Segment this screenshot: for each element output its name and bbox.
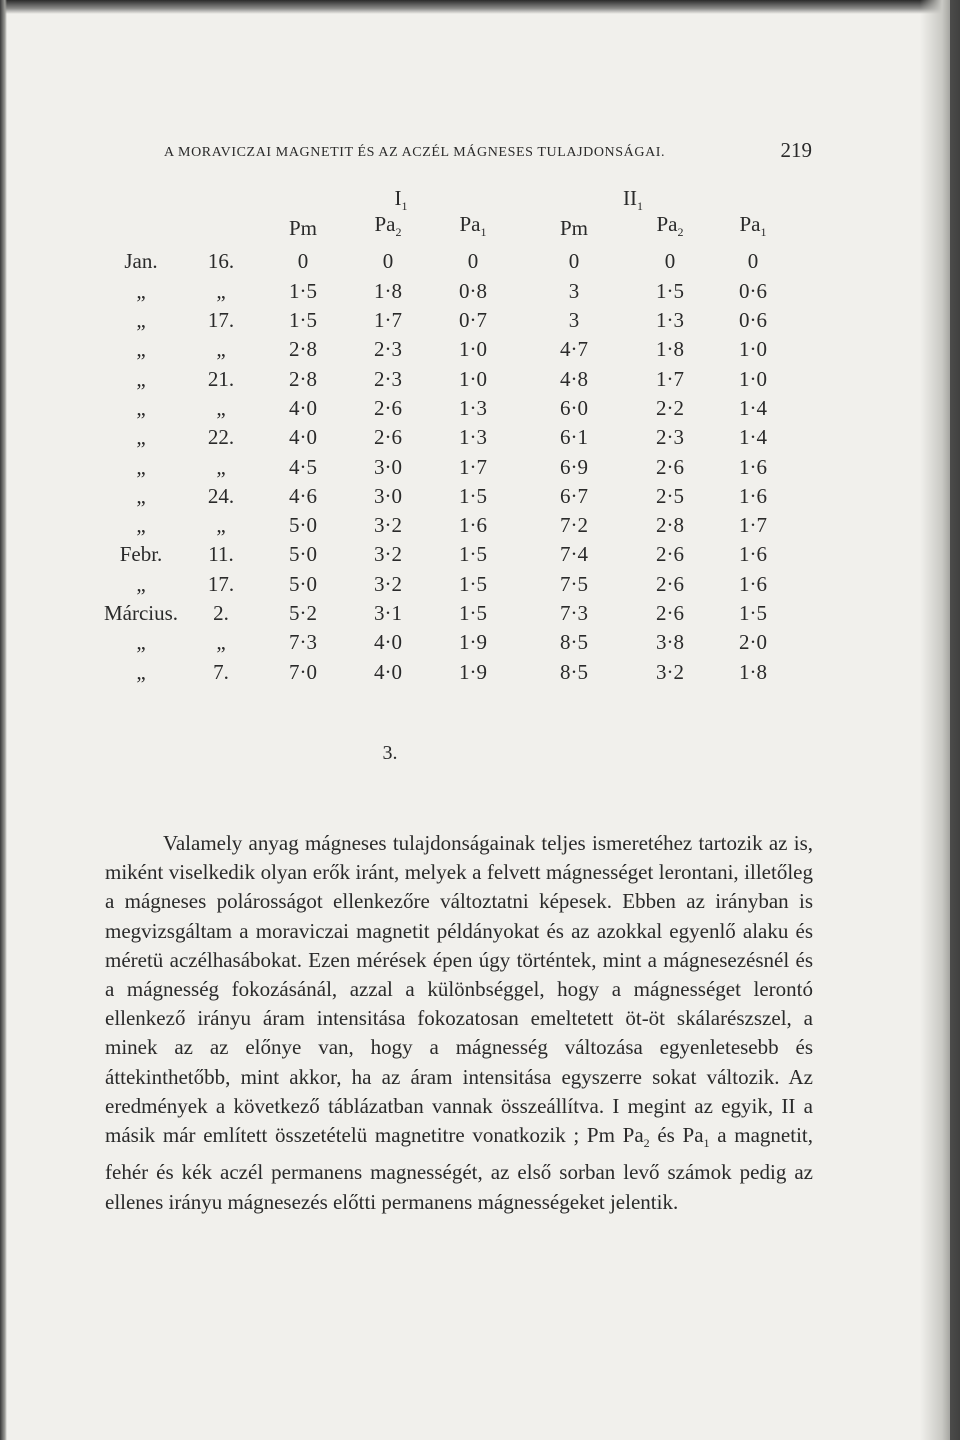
table-header-row — [98, 210, 796, 247]
table-cell: 1·0 — [459, 366, 487, 391]
running-head-title: A MORAVICZAI MAGNETIT ÉS AZ ACZÉL MÁGNESES TULAJDONSÁGAI. — [164, 145, 666, 160]
table-cell: 0 — [664, 249, 676, 274]
table-cell: 1·4 — [739, 395, 767, 420]
table-cell: 7·4 — [560, 542, 588, 567]
column-header: $Pa_2$ — [374, 212, 402, 240]
group-header-II-sub: 1 — [637, 199, 643, 214]
table-cell: 1·5 — [289, 278, 317, 303]
table-row — [98, 570, 796, 599]
table-cell: 6·1 — [560, 425, 588, 450]
table-cell: 6·0 — [560, 395, 588, 420]
table-cell: 0 — [467, 249, 479, 274]
table-cell: 2·8 — [289, 337, 317, 362]
table-cell: 1·9 — [459, 659, 487, 684]
table-cell: 4·6 — [289, 483, 317, 508]
table-cell: 1·3 — [459, 395, 487, 420]
table-cell: 2·8 — [289, 366, 317, 391]
row-month: „ — [136, 366, 146, 391]
row-month: „ — [136, 278, 146, 303]
table-cell: 1·6 — [739, 483, 767, 508]
table-cell: 1·3 — [656, 308, 684, 333]
row-day: 11. — [208, 542, 234, 567]
paragraph-text: és Pa — [649, 1123, 704, 1148]
paragraph-text: a magnetit, fehér és kék aczél permanens magnességét, az első sorban levő számok pedig az ellenes irányu mágnesezés előtti permanens mágnességeket jelentik. — [105, 1123, 813, 1214]
table-cell: 1·9 — [459, 630, 487, 655]
row-day: 7. — [213, 659, 229, 684]
table-cell: 2·8 — [656, 513, 684, 538]
table-cell: 3·8 — [656, 630, 684, 655]
table-cell: 0·8 — [459, 278, 487, 303]
row-month: „ — [136, 630, 146, 655]
row-day: 17. — [207, 308, 235, 333]
table-cell: 3·1 — [374, 601, 402, 626]
table-cell: 1·0 — [739, 366, 767, 391]
table-cell: 3·2 — [374, 571, 402, 596]
row-day: „ — [216, 630, 226, 655]
table-cell: 3·0 — [374, 483, 402, 508]
column-header: Pm — [559, 216, 588, 241]
table-cell: 0 — [747, 249, 759, 274]
table-cell: 4·0 — [289, 425, 317, 450]
row-month: „ — [136, 425, 146, 450]
table-cell: 1·5 — [459, 571, 487, 596]
table-cell: 0 — [297, 249, 309, 274]
table-cell: 1·7 — [656, 366, 684, 391]
row-month: Március. — [103, 601, 179, 626]
table-cell: 2·2 — [656, 395, 684, 420]
table-cell: 1·5 — [459, 601, 487, 626]
table-row — [98, 453, 796, 482]
table-cell: 2·3 — [374, 337, 402, 362]
scan-left-edge — [0, 0, 7, 1440]
column-header: Pm — [288, 216, 317, 241]
table-cell: 3 — [568, 308, 580, 333]
table-cell: 1·8 — [374, 278, 402, 303]
table-cell: 2·0 — [739, 630, 767, 655]
table-cell: 1·7 — [739, 513, 767, 538]
table-cell: 4·5 — [289, 454, 317, 479]
table-cell: 1·7 — [459, 454, 487, 479]
table-cell: 1·7 — [374, 308, 402, 333]
row-day: 2. — [213, 601, 229, 626]
table-cell: 0·7 — [459, 308, 487, 333]
row-day: 16. — [207, 249, 235, 274]
row-month: Febr. — [119, 542, 163, 567]
header-day — [184, 210, 258, 247]
group-header-I-sub: 1 — [401, 199, 408, 214]
table-row — [98, 658, 796, 687]
table-cell: 0 — [382, 249, 394, 274]
row-day: „ — [216, 513, 226, 538]
subscript: 2 — [643, 1136, 650, 1151]
page-number: 219 — [780, 138, 812, 162]
row-month: „ — [136, 483, 146, 508]
table-cell: 2·6 — [656, 454, 684, 479]
table-cell: 2·6 — [374, 395, 402, 420]
table-cell: 3·2 — [374, 513, 402, 538]
column-header: $Pa_2$ — [656, 212, 684, 240]
table-cell: 3·2 — [656, 659, 684, 684]
table-cell: 1·5 — [289, 308, 317, 333]
subscript: 1 — [703, 1136, 710, 1151]
table-cell: 4·8 — [560, 366, 588, 391]
table-row — [98, 482, 796, 511]
running-head — [164, 138, 812, 167]
row-day: 22. — [207, 425, 235, 450]
table-cell: 7·3 — [560, 601, 588, 626]
table-cell: 7·0 — [289, 659, 317, 684]
header-month — [98, 210, 184, 247]
table-row — [98, 628, 796, 657]
table-row — [98, 335, 796, 364]
scan-right-edge — [950, 0, 960, 1440]
table-cell: 3·0 — [374, 454, 402, 479]
row-month: Jan. — [124, 249, 158, 274]
row-day: 24. — [207, 483, 235, 508]
row-month: „ — [136, 308, 146, 333]
table-cell: 1·6 — [459, 513, 487, 538]
table-cell: 1·8 — [739, 659, 767, 684]
section-number: 3. — [382, 742, 398, 764]
table-row — [98, 423, 796, 452]
table-cell: 8·5 — [560, 659, 588, 684]
table-cell: 1·5 — [459, 542, 487, 567]
row-day: 17. — [207, 571, 235, 596]
row-month: „ — [136, 513, 146, 538]
table-row — [98, 394, 796, 423]
table-row — [98, 511, 796, 540]
table-row — [98, 306, 796, 335]
table-cell: 3 — [568, 278, 580, 303]
row-month: „ — [136, 571, 146, 596]
table-cell: 1·6 — [739, 571, 767, 596]
table-cell: 4·7 — [560, 337, 588, 362]
scan-top-edge — [0, 0, 960, 14]
table-cell: 7·2 — [560, 513, 588, 538]
table-cell: 1·5 — [459, 483, 487, 508]
table-cell: 1·8 — [656, 337, 684, 362]
table-cell: 5·0 — [289, 513, 317, 538]
row-month: „ — [136, 454, 146, 479]
table-cell: 1·4 — [739, 425, 767, 450]
group-header-II-label: II — [623, 186, 637, 210]
table-row — [98, 277, 796, 306]
table-cell: 2·5 — [656, 483, 684, 508]
table-cell: 1·3 — [459, 425, 487, 450]
table-cell: 7·3 — [289, 630, 317, 655]
table-cell: 1·0 — [739, 337, 767, 362]
table-row — [98, 365, 796, 394]
row-day: „ — [216, 278, 226, 303]
table-row — [98, 540, 796, 569]
column-header: $Pa_1$ — [459, 212, 487, 240]
table-cell: 1·6 — [739, 454, 767, 479]
table-row — [98, 599, 796, 628]
table-cell: 2·6 — [656, 542, 684, 567]
table-cell: 2·3 — [656, 425, 684, 450]
table-cell: 2·3 — [374, 366, 402, 391]
table-cell: 4·0 — [289, 395, 317, 420]
table-cell: 2·6 — [374, 425, 402, 450]
table-cell: 4·0 — [374, 659, 402, 684]
table-row — [98, 247, 796, 276]
table-cell: 1·6 — [739, 542, 767, 567]
row-day: „ — [216, 395, 226, 420]
table-cell: 5·2 — [289, 601, 317, 626]
table-cell: 6·7 — [560, 483, 588, 508]
table-cell: 1·0 — [459, 337, 487, 362]
paragraph-text: Valamely anyag mágneses tulajdonságainak teljes ismeretéhez tartozik az is, miként viselkedik olyan erők iránt, melyek a felvett mágnességet lerontani, illetőleg a mágneses polárosságot ellenkezőre változtatni képesek. Ebben az irányban is megvizsgáltam a moraviczai magnetit példányokat és az azokkal egyenlő alaku és méretü aczélhasábokat. Ezen mérések épen úgy történtek, mint a mágnesezésnél és a mágnesség fokozásánál, azzal a különbséggel, hogy a mágnességet lerontó ellenkező irányu áram intensitása fokozatosan emeltetett öt-öt skálarészszel, a minek az az előnye van, hogy a mágnesség változása egyenletesebb és áttekinthetőbb, mint akkor, ha az áram intensitása egyszerre sokat változik. Az eredmények a következő táblázatban vannak összeállítva. I megint az egyik, II a másik már említett összetételü magnetitre vonatkozik ; Pm Pa — [105, 831, 813, 1148]
table-cell: 1·5 — [739, 601, 767, 626]
table-cell: 8·5 — [560, 630, 588, 655]
table-cell: 0·6 — [739, 308, 767, 333]
table-cell: 5·0 — [289, 571, 317, 596]
table-cell: 2·6 — [656, 601, 684, 626]
table-cell: 1·5 — [656, 278, 684, 303]
column-header: $Pa_1$ — [739, 212, 767, 240]
table-cell: 7·5 — [560, 571, 588, 596]
row-month: „ — [136, 659, 146, 684]
row-day: 21. — [207, 366, 235, 391]
body-paragraph — [105, 829, 813, 1217]
table-cell: 6·9 — [560, 454, 588, 479]
table-cell: 0·6 — [739, 278, 767, 303]
table-body — [98, 247, 796, 686]
table-cell: 0 — [568, 249, 580, 274]
data-table — [98, 210, 796, 687]
row-month: „ — [136, 395, 146, 420]
row-month: „ — [136, 337, 146, 362]
table-cell: 5·0 — [289, 542, 317, 567]
row-day: „ — [216, 454, 226, 479]
row-day: „ — [216, 337, 226, 362]
group-header-I-label: I — [394, 186, 402, 210]
table-cell: 4·0 — [374, 630, 402, 655]
table-cell: 2·6 — [656, 571, 684, 596]
table-cell: 3·2 — [374, 542, 402, 567]
